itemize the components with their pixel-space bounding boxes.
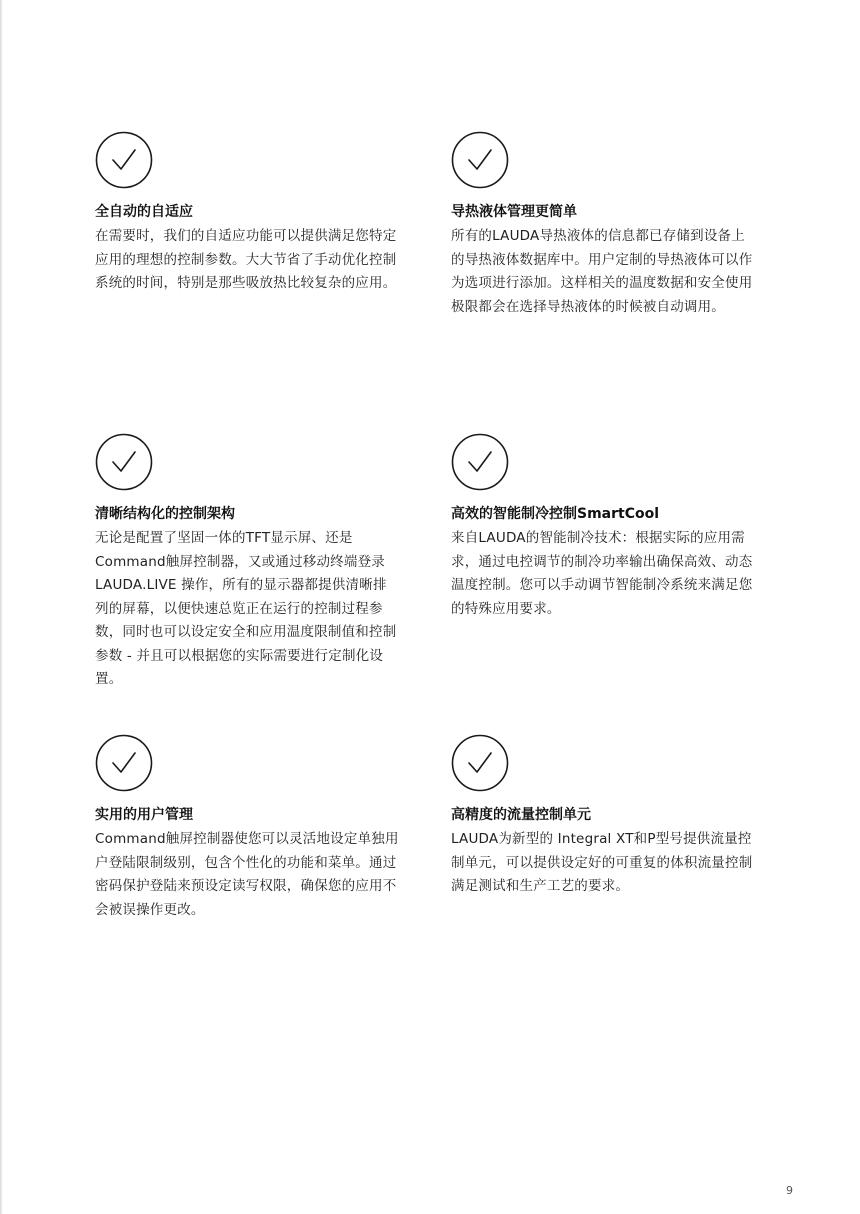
check-circle-icon xyxy=(95,433,153,491)
feature-block-smartcool xyxy=(451,433,756,621)
feature-block-flow-control xyxy=(451,734,756,899)
check-circle-icon xyxy=(95,734,153,792)
feature-title: 高效的智能制冷控制SmartCool xyxy=(451,506,660,522)
check-circle-icon xyxy=(95,131,153,189)
page-number: 9 xyxy=(786,1184,793,1197)
check-circle-icon xyxy=(451,734,509,792)
feature-title: 清晰结构化的控制架构 xyxy=(95,506,235,522)
feature-title: 实用的用户管理 xyxy=(95,807,193,823)
feature-body: Command触屏控制器使您可以灵活地设定单独用户登陆限制级别，包含个性化的功能和菜单。通过密码保护登陆来预设定读写权限，确保您的应用不会被误操作更改。 xyxy=(95,831,399,918)
page-edge xyxy=(0,0,3,1214)
feature-block-user-management xyxy=(95,734,400,922)
feature-body: 在需要时，我们的自适应功能可以提供满足您特定应用的理想的控制参数。大大节省了手动优化控制系统的时间，特别是那些吸放热比较复杂的应用。 xyxy=(95,228,397,291)
feature-body: 来自LAUDA的智能制冷技术：根据实际的应用需求，通过电控调节的制冷功率输出确保高效、动态温度控制。您可以手动调节智能制冷系统来满足您的特殊应用要求。 xyxy=(451,530,753,617)
feature-block-fluid-management xyxy=(451,131,756,319)
feature-title: 高精度的流量控制单元 xyxy=(451,807,591,823)
feature-title: 全自动的自适应 xyxy=(95,204,193,220)
check-circle-icon xyxy=(451,131,509,189)
feature-body: LAUDA为新型的 Integral XT和P型号提供流量控制单元，可以提供设定好的可重复的体积流量控制满足测试和生产工艺的要求。 xyxy=(451,831,753,894)
feature-body: 无论是配置了坚固一体的TFT显示屏、还是Command触屏控制器，又或通过移动终端登录LAUDA.LIVE 操作，所有的显示器都提供清晰排列的屏幕，以便快速总览正在运行的控制过程参数，同时也可以设定安全和应用温度限制值和控制参数 - 并且可以根据您的实际需要进行定制化设置。 xyxy=(95,530,397,687)
feature-block-control-architecture xyxy=(95,433,400,692)
feature-title: 导热液体管理更简单 xyxy=(451,204,577,220)
check-circle-icon xyxy=(451,433,509,491)
feature-block-adaptive xyxy=(95,131,400,296)
feature-body: 所有的LAUDA导热液体的信息都已存储到设备上的导热液体数据库中。用户定制的导热液体可以作为选项进行添加。这样相关的温度数据和安全使用极限都会在选择导热液体的时候被自动调用。 xyxy=(451,228,753,315)
